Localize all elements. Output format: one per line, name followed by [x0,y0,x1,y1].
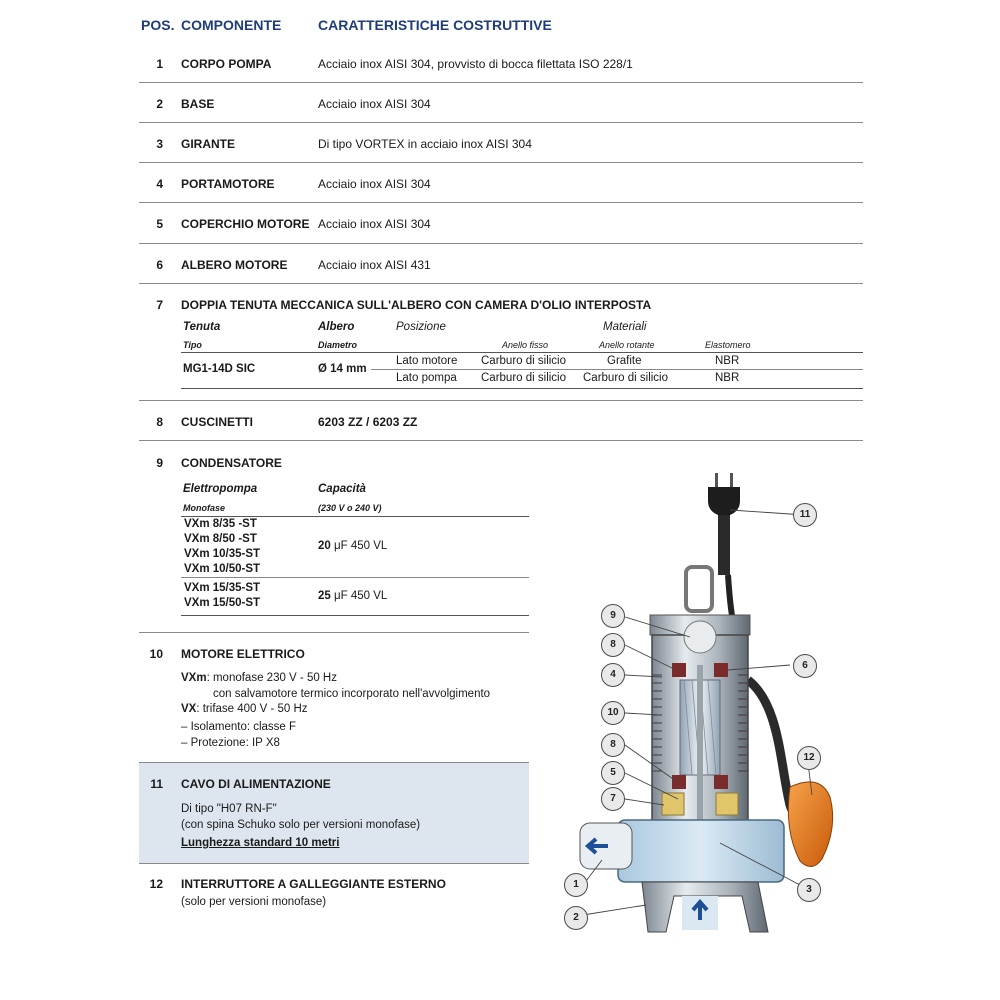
pump-handle [686,567,712,611]
row-4-component: PORTAMOTORE [181,177,275,191]
capacitor-group-2-value [318,590,387,602]
cable-line-3: Lunghezza standard 10 metri [181,837,340,849]
row-11-pos: 11 [150,777,163,791]
row-4-pos: 4 [156,177,163,191]
capacitor-header-cap-sub: (230 V o 240 V) [318,503,382,513]
cable-line-2: (con spina Schuko solo per versioni monofase) [181,819,421,831]
motor-component: MOTORE ELETTRICO [181,647,305,661]
callout-3: 3 [797,878,821,902]
motor-vx-line [181,703,308,715]
row-6-pos: 6 [156,258,163,272]
row-5-pos: 5 [156,217,163,231]
row-1-desc: Acciaio inox AISI 304, provvisto di bocca filettata ISO 228/1 [318,57,633,71]
capacitor-group-1-model: VXm 8/50 -ST [184,533,257,545]
float-switch [788,782,832,867]
row-8-pos: 8 [156,415,163,429]
motor-isolation: – Isolamento: classe F [181,721,297,733]
capacitor-header-pump-sub: Monofase [183,503,226,513]
seal-header-elastomero: Elastomero [705,340,751,350]
header-component: COMPONENTE [181,17,282,33]
motor-vxm-text2: con salvamotore termico incorporato nell'avvolgimento [213,688,491,700]
seal-type: MG1-14D SIC [183,363,256,375]
callout-11: 11 [793,503,817,527]
seal-row-1-fisso: Carburo di silicio [481,355,567,367]
row-3-desc: Di tipo VORTEX in acciaio inox AISI 304 [318,137,532,151]
callout-4: 4 [601,663,625,687]
motor-vx-label: VX [181,703,197,715]
cable-component: CAVO DI ALIMENTAZIONE [181,777,331,791]
capacitor-group-1-model: VXm 8/35 -ST [184,518,257,530]
header-pos: POS. [141,17,175,33]
row-divider [139,283,863,284]
capacitor-group-1-value [318,540,387,552]
motor-protection: – Protezione: IP X8 [181,737,280,749]
bearings-desc: 6203 ZZ / 6203 ZZ [318,415,418,429]
motor-vxm-text: : monofase 230 V - 50 Hz [206,672,337,684]
capacitor-group-1-unit: μF 450 VL [334,540,388,552]
row-2-desc: Acciaio inox AISI 304 [318,97,431,111]
callout-10: 10 [601,701,625,725]
callout-8: 8 [601,733,625,757]
motor-vxm-label: VXm [181,672,207,684]
seal-header-tipo: Tipo [183,340,202,350]
row-4-desc: Acciaio inox AISI 304 [318,177,431,191]
capacitor-group-1-model: VXm 10/35-ST [184,548,261,560]
seal-row-1-posizione: Lato motore [396,355,458,367]
row-divider [139,162,863,163]
row-7-pos: 7 [156,298,163,312]
callout-1: 1 [564,873,588,897]
callout-7: 7 [601,787,625,811]
row-1-component: CORPO POMPA [181,57,272,71]
capacitor-group-2-model: VXm 15/50-ST [184,597,261,609]
row-1-pos: 1 [156,57,163,71]
seal-table-bottom-line [181,388,863,389]
seal-row-2-rotante: Carburo di silicio [583,372,669,384]
seal-header-diametro: Diametro [318,340,358,350]
capacitor-group-2-unit: μF 450 VL [334,590,388,602]
row-divider [139,400,863,401]
row-5-desc: Acciaio inox AISI 304 [318,217,431,231]
row-divider [139,243,863,244]
capacitor-group-1-model: VXm 10/50-ST [184,563,261,575]
row-divider [139,632,529,633]
capacitor-header-pump: Elettropompa [183,483,258,495]
seal-header-posizione: Posizione [396,321,446,333]
seal-table-header-line [181,352,863,353]
row-3-pos: 3 [156,137,163,151]
seal-row-1-rotante: Grafite [607,355,642,367]
row-3-component: GIRANTE [181,137,235,151]
seal-header-albero: Albero [318,321,355,333]
callout-6: 6 [793,654,817,678]
callout-2: 2 [564,906,588,930]
float-switch-component: INTERRUTTORE A GALLEGGIANTE ESTERNO [181,877,446,891]
seal-header-tenuta: Tenuta [183,321,221,333]
row-2-pos: 2 [156,97,163,111]
row-2-component: BASE [181,97,215,111]
row-divider [139,122,863,123]
seal-row-2-elastomero: NBR [715,372,740,384]
capacitor-header-cap: Capacità [318,483,366,495]
capacitor-component: CONDENSATORE [181,456,282,470]
pump-cutaway-illustration [550,465,870,945]
cable-line-1: Di tipo "H07 RN-F" [181,803,277,815]
callout-9: 9 [601,604,625,628]
seal-title: DOPPIA TENUTA MECCANICA SULL'ALBERO CON CAMERA D'OLIO INTERPOSTA [181,298,652,312]
row-6-desc: Acciaio inox AISI 431 [318,258,431,272]
bearings-component: CUSCINETTI [181,415,253,429]
capacitor-row-divider [181,577,529,578]
callout-12: 12 [797,746,821,770]
capacitor-group-2-model: VXm 15/35-ST [184,582,261,594]
row-10-pos: 10 [149,647,163,661]
row-divider [139,82,863,83]
seal-row-2-fisso: Carburo di silicio [481,372,567,384]
row-9-pos: 9 [156,456,163,470]
motor-vxm-line [181,672,337,684]
pump-body [618,820,784,882]
capacitor-group-2-number: 25 [318,590,331,602]
row-divider [139,440,863,441]
row-5-component: COPERCHIO MOTORE [181,217,310,231]
seal-row-1-elastomero: NBR [715,355,740,367]
seal-header-anello-rotante: Anello rotante [599,340,655,350]
seal-header-anello-fisso: Anello fisso [502,340,549,350]
seal-row-2-posizione: Lato pompa [396,372,457,384]
callout-8: 8 [601,633,625,657]
callout-5: 5 [601,761,625,785]
seal-header-materiali: Materiali [603,321,647,333]
row-divider [139,202,863,203]
float-switch-desc: (solo per versioni monofase) [181,896,327,908]
schuko-plug [708,473,740,575]
row-6-component: ALBERO MOTORE [181,258,288,272]
header-features: CARATTERISTICHE COSTRUTTIVE [318,17,552,33]
motor-vx-text: : trifase 400 V - 50 Hz [196,703,308,715]
capacitor-group-1-number: 20 [318,540,331,552]
capacitor-table-bottom [181,615,529,616]
row-12-pos: 12 [149,877,163,891]
seal-row-divider [371,369,863,370]
seal-diameter: Ø 14 mm [318,363,367,375]
